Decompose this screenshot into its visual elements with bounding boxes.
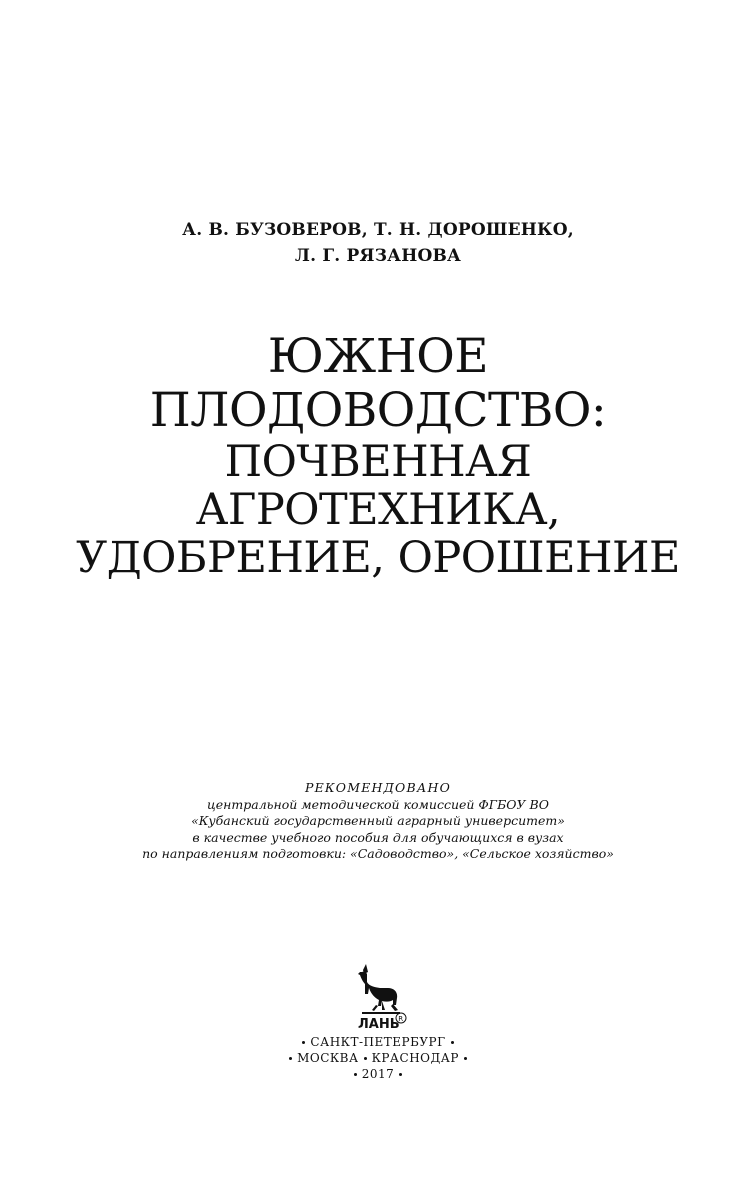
recommendation-block bbox=[0, 780, 756, 863]
title-line-3: ПОЧВЕННАЯ bbox=[224, 437, 532, 487]
authors-block bbox=[0, 217, 756, 269]
bullet-icon bbox=[451, 1041, 454, 1044]
recommendation-line-1: центральной методической комиссией ФГБОУ ВО bbox=[207, 796, 549, 812]
authors-line-2: Л. Г. РЯЗАНОВА bbox=[294, 246, 462, 266]
bullet-icon bbox=[302, 1041, 305, 1044]
authors-line-1: А. В. БУЗОВЕРОВ, Т. Н. ДОРОШЕНКО, bbox=[182, 220, 574, 240]
recommendation-line-4: по направлениям подготовки: «Садоводство», «Сельское хозяйство» bbox=[142, 846, 614, 861]
title-line-1: ЮЖНОЕ bbox=[267, 329, 489, 384]
book-title bbox=[0, 330, 756, 582]
bullet-icon bbox=[364, 1057, 367, 1060]
registered-mark: R bbox=[398, 1015, 404, 1023]
publisher-logo bbox=[352, 960, 408, 1032]
city-krasnodar: КРАСНОДАР bbox=[371, 1051, 459, 1065]
imprint-line-3 bbox=[0, 1066, 756, 1082]
recommendation-line-3: в качестве учебного пособия для обучающихся в вузах bbox=[192, 829, 564, 845]
bullet-icon bbox=[354, 1073, 357, 1076]
title-line-4: АГРОТЕХНИКА, bbox=[195, 485, 561, 535]
city-moscow: МОСКВА bbox=[297, 1051, 359, 1065]
title-line-5: УДОБРЕНИЕ, ОРОШЕНИЕ bbox=[76, 533, 680, 583]
city-saint-petersburg: САНКТ-ПЕТЕРБУРГ bbox=[310, 1035, 446, 1049]
publication-year: 2017 bbox=[361, 1067, 395, 1081]
imprint-line-1 bbox=[0, 1034, 756, 1050]
imprint-line-2 bbox=[0, 1050, 756, 1066]
deer-logo-icon bbox=[352, 960, 408, 1032]
title-line-2: ПЛОДОВОДСТВО: bbox=[149, 383, 607, 438]
recommendation-heading: РЕКОМЕНДОВАНО bbox=[304, 780, 452, 795]
bullet-icon bbox=[289, 1057, 292, 1060]
imprint-block bbox=[0, 1034, 756, 1082]
publisher-logo-text: ЛАНЬ bbox=[358, 1017, 400, 1032]
bullet-icon bbox=[399, 1073, 402, 1076]
bullet-icon bbox=[464, 1057, 467, 1060]
recommendation-line-2: «Кубанский государственный аграрный университет» bbox=[191, 813, 565, 828]
